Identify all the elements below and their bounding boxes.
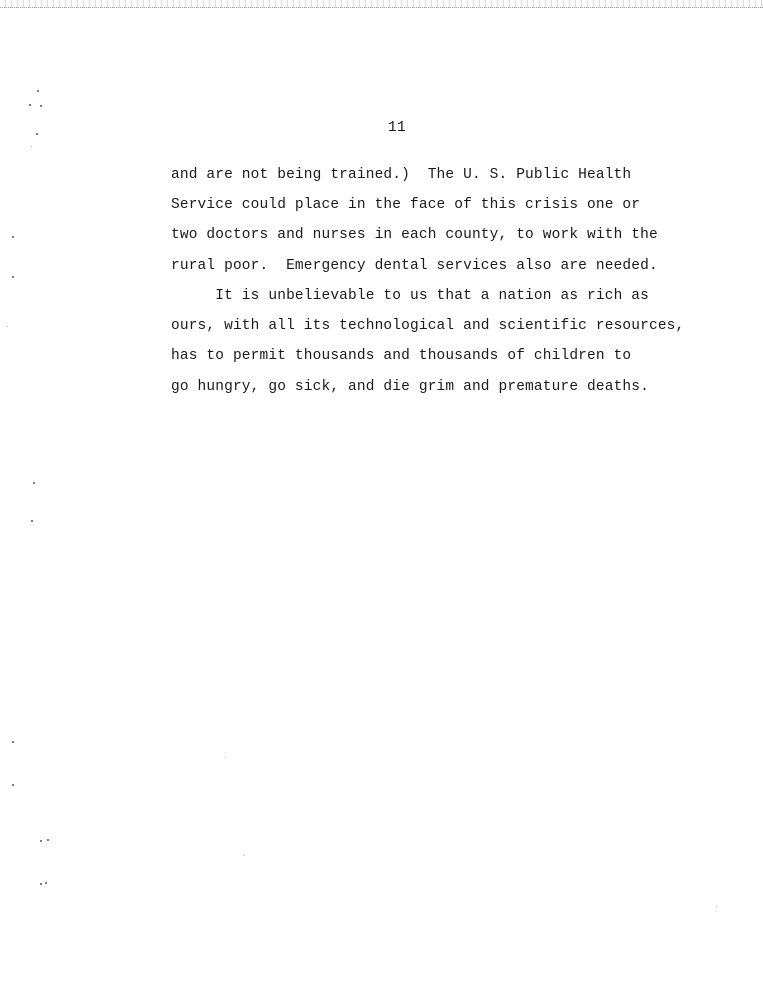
scan-speck [7,326,8,327]
scan-top-edge [0,0,763,8]
text-line: and are not being trained.) The U. S. Public Health [171,167,632,183]
scan-speck [37,90,39,92]
scan-speck [31,520,33,522]
scan-speck [31,146,32,147]
text-line: It is unbelievable to us that a nation as rich as [171,288,649,304]
scan-speck [33,482,35,484]
page-number: 11 [388,120,407,136]
scan-speck [225,757,226,758]
scan-speck [36,133,38,135]
scan-speck [243,855,244,856]
scan-speck [12,784,14,786]
text-line: Service could place in the face of this crisis one or [171,197,641,213]
scan-speck [40,840,42,842]
scan-speck [45,882,47,884]
scan-speck [12,236,14,238]
scan-speck [40,105,42,107]
text-line: ours, with all its technological and scientific resources, [171,318,685,334]
scan-speck [12,741,14,743]
scan-speck [47,839,49,841]
text-line: rural poor. Emergency dental services also are needed. [171,258,658,274]
scan-speck [716,906,717,907]
text-line: has to permit thousands and thousands of children to [171,348,632,364]
scan-speck [40,883,42,885]
scan-speck [29,104,31,106]
text-line: two doctors and nurses in each county, to work with the [171,227,658,243]
text-line: go hungry, go sick, and die grim and premature deaths. [171,379,649,395]
scan-speck [12,276,14,278]
